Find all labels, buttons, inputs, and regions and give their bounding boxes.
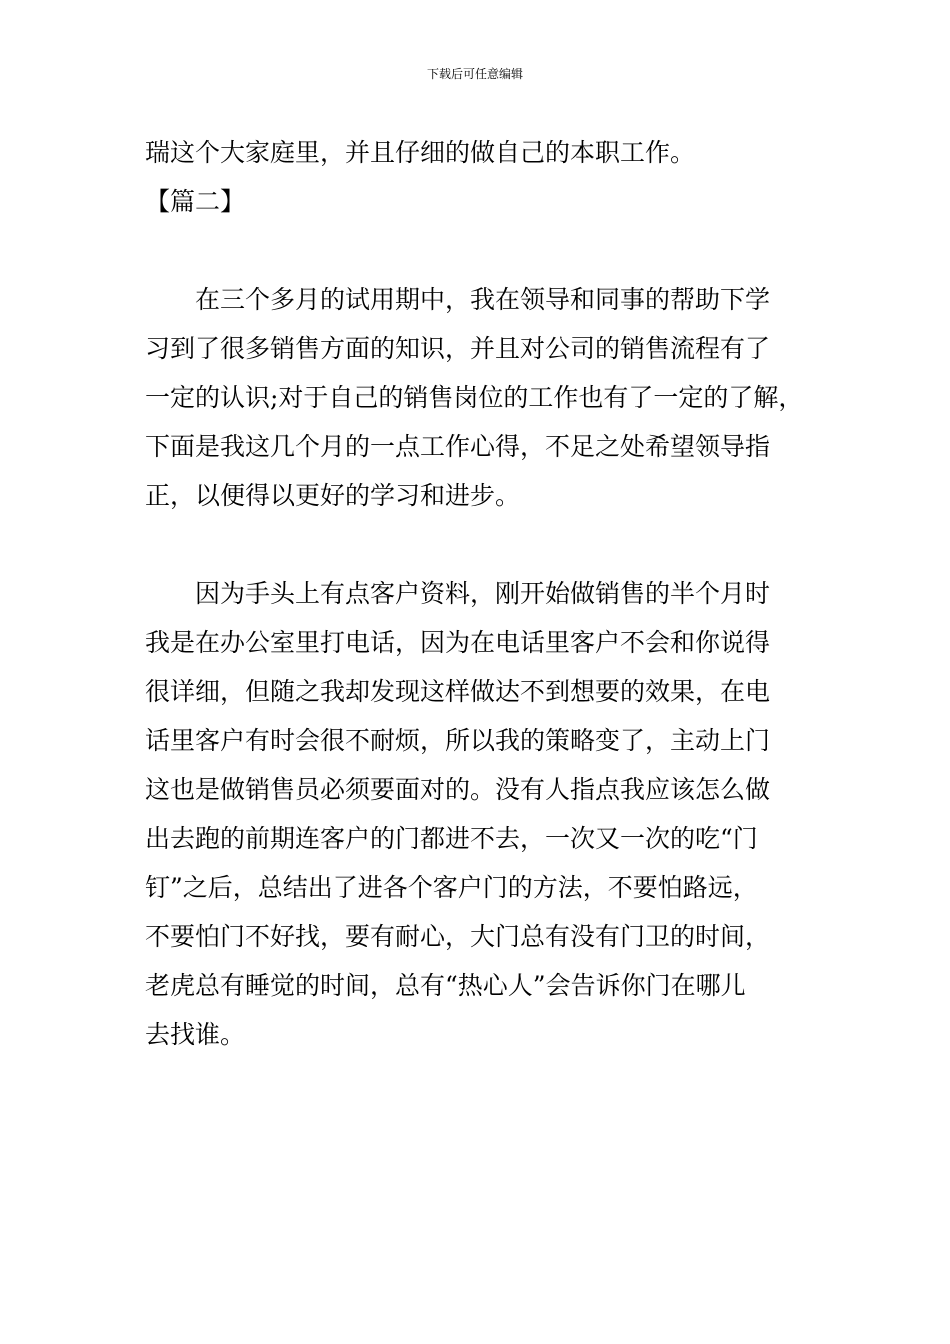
document-body — [145, 128, 825, 1059]
paragraph-line: 这也是做销售员必须要面对的。没有人指点我应该怎么做 — [145, 775, 771, 804]
page-header-note: 下载后可任意编辑 — [426, 67, 523, 81]
paragraph-line: 很详细，但随之我却发现这样做达不到想要的效果，在电 — [145, 677, 771, 706]
paragraph-line: 习到了很多销售方面的知识，并且对公司的销售流程有了 — [145, 334, 771, 363]
paragraph-line: 因为手头上有点客户资料，刚开始做销售的半个月时 — [145, 579, 771, 608]
paragraph-line: 一定的认识;对于自己的销售岗位的工作也有了一定的了解， — [145, 383, 804, 412]
paragraph-2 — [145, 569, 825, 1059]
continuation-line: 瑞这个大家庭里，并且仔细的做自己的本职工作。 — [145, 138, 696, 167]
section-heading: 【篇二】 — [145, 187, 246, 216]
paragraph-line: 正，以便得以更好的学习和进步。 — [145, 481, 521, 510]
paragraph-line: 在三个多月的试用期中，我在领导和同事的帮助下学 — [145, 285, 771, 314]
paragraph-1 — [145, 275, 825, 520]
paragraph-line: 钉”之后，总结出了进各个客户门的方法，不要怕路远， — [145, 873, 758, 902]
paragraph-line: 出去跑的前期连客户的门都进不去，一次又一次的吃“门 — [145, 824, 758, 853]
paragraph-line: 不要怕门不好找，要有耐心，大门总有没有门卫的时间， — [145, 922, 771, 951]
paragraph-line: 下面是我这几个月的一点工作心得，不足之处希望领导指 — [145, 432, 771, 461]
paragraph-line: 话里客户有时会很不耐烦，所以我的策略变了，主动上门 — [145, 726, 771, 755]
paragraph-line: 我是在办公室里打电话，因为在电话里客户不会和你说得 — [145, 628, 771, 657]
blank-line — [145, 226, 825, 275]
paragraph-line: 去找谁。 — [145, 1020, 246, 1049]
paragraph-line: 老虎总有睡觉的时间，总有“热心人”会告诉你门在哪儿 — [145, 971, 746, 1000]
blank-line — [145, 520, 825, 569]
